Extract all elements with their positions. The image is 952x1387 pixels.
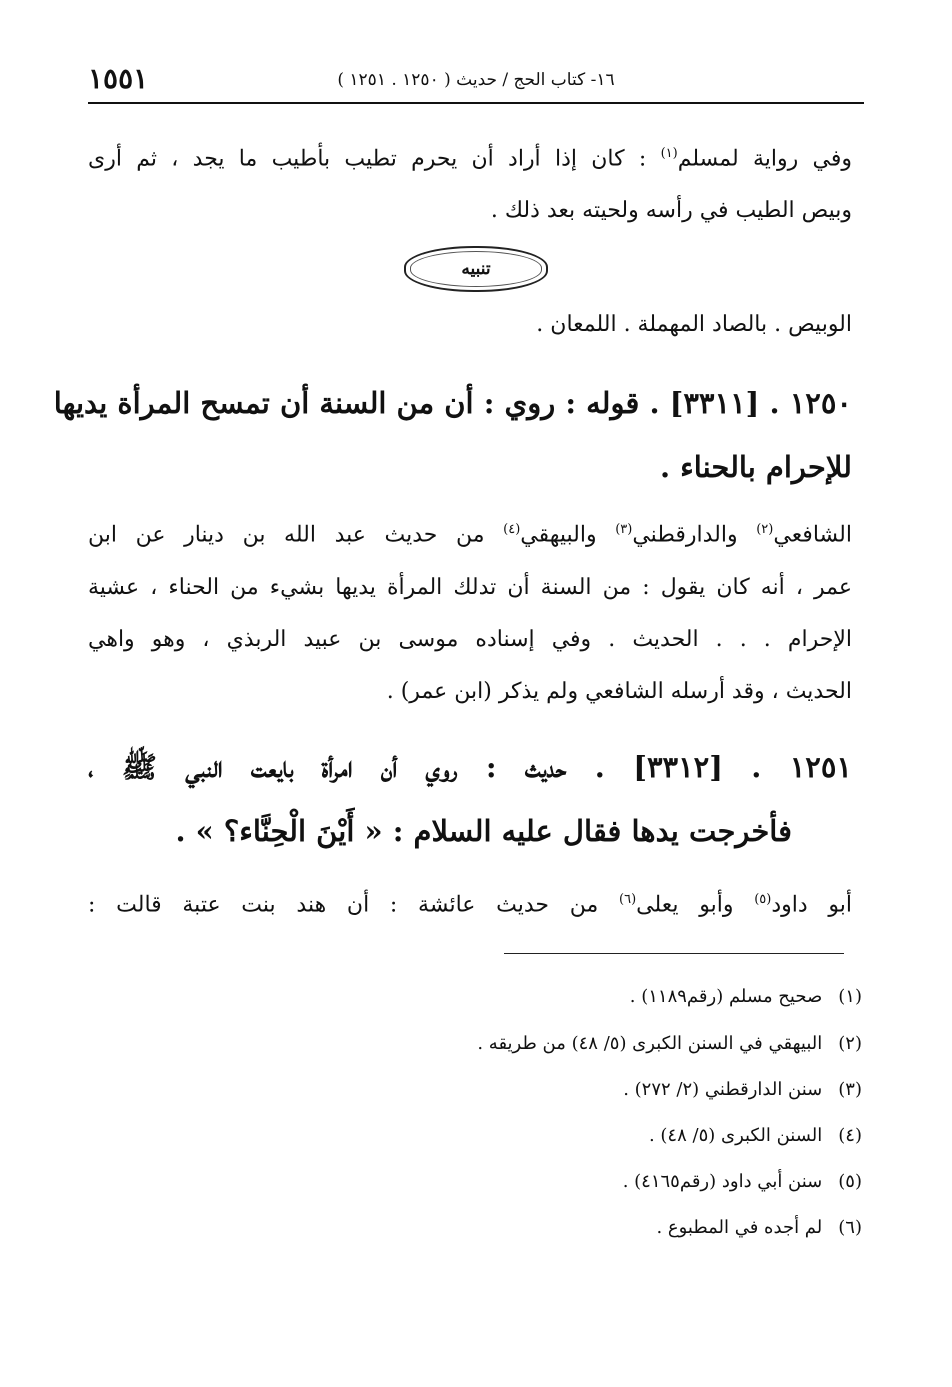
notice-badge-label: تنبيه: [461, 259, 491, 279]
footnote-ref[interactable]: (٦): [619, 892, 637, 907]
footnote-number: (٤): [838, 1125, 862, 1146]
footnote: [623, 1171, 862, 1192]
paragraph-line: عمر ، أنه كان يقول : من السنة أن تدلك المرأة يديها بشيء من الحناء ، عشية: [88, 575, 852, 600]
footnote-number: (١): [838, 986, 862, 1007]
footnote-ref[interactable]: (٤): [503, 522, 521, 537]
text-segment: : كان إذا أراد أن يحرم تطيب بأطيب ما يجد ، ثم أرى: [88, 146, 661, 172]
footnote-number: (٥): [838, 1171, 862, 1192]
hadith-heading: للإحرام بالحناء .: [659, 450, 852, 484]
footnote-ref[interactable]: (٢): [756, 522, 774, 537]
notice-text: الوبيص . بالصاد المهملة . اللمعان .: [536, 312, 852, 337]
paragraph-line: الحديث ، وقد أرسله الشافعي ولم يذكر (ابن عمر) .: [386, 679, 852, 704]
footnote-text: البيهقي في السنن الكبرى (٥/ ٤٨) من طريقه .: [477, 1033, 823, 1054]
text-segment: أبو داود: [771, 892, 852, 918]
footnote-ref[interactable]: (١): [660, 146, 678, 161]
text-segment: وأبو يعلى: [636, 892, 755, 918]
paragraph-line: وبيص الطيب في رأسه ولحيته بعد ذلك .: [490, 198, 852, 223]
footnote-number: (٣): [838, 1079, 862, 1100]
footnote-text: لم أجده في المطبوع .: [656, 1217, 823, 1238]
text-segment: الشافعي: [773, 522, 852, 548]
footnote-ref[interactable]: (٥): [754, 892, 772, 907]
text-segment: من حديث عبد الله بن دينار عن ابن: [88, 522, 504, 548]
footnote-separator: [504, 953, 844, 954]
page-number: ١٥٥١: [88, 62, 149, 95]
text-segment: والبيهقي: [520, 522, 616, 548]
hadith-heading: فأخرجت يدها فقال عليه السلام : « أَيْنَ الْحِنَّاء؟ » .: [175, 814, 792, 848]
running-header: [88, 58, 864, 104]
hadith-heading: ١٢٥٠ . [٣٣١١] . قوله : روي : أن من السنة أن تمسح المرأة يديها: [53, 386, 852, 420]
footnote: [656, 1217, 862, 1238]
header-rule: [88, 102, 864, 104]
footnote-text: سنن الدارقطني (٢/ ٢٧٢) .: [623, 1079, 823, 1100]
paragraph-line: [88, 146, 852, 171]
footnote-text: سنن أبي داود (رقم٤١٦٥) .: [622, 1171, 823, 1192]
paragraph-line: [88, 892, 852, 917]
paragraph-line: الإحرام . . . الحديث . وفي إسناده موسى بن عبيد الربذي ، وهو واهي: [88, 627, 852, 652]
footnote-ref[interactable]: (٣): [615, 522, 633, 537]
footnote-text: صحيح مسلم (رقم١١٨٩) .: [629, 986, 823, 1007]
footnote-text: السنن الكبرى (٥/ ٤٨) .: [648, 1125, 823, 1146]
text-segment: من حديث عائشة : أن هند بنت عتبة قالت :: [88, 892, 619, 918]
running-title: ١٦- كتاب الحج / حديث ( ١٢٥٠ . ١٢٥١ ): [337, 70, 615, 90]
text-segment: وفي رواية لمسلم: [677, 146, 852, 172]
footnote-number: (٦): [838, 1217, 862, 1238]
footnote: [649, 1125, 862, 1146]
hadith-heading: ١٢٥١ . [٣٣١٢] . حديث : روي أن امرأة بايعت النبي ﷺ ،: [88, 750, 852, 784]
notice-badge: [404, 246, 548, 292]
footnote-number: (٢): [838, 1033, 862, 1054]
text-segment: والدارقطني: [632, 522, 757, 548]
paragraph-line: [88, 522, 852, 547]
footnote: [623, 1079, 862, 1100]
footnote: [477, 1033, 862, 1054]
footnote: [630, 986, 862, 1007]
